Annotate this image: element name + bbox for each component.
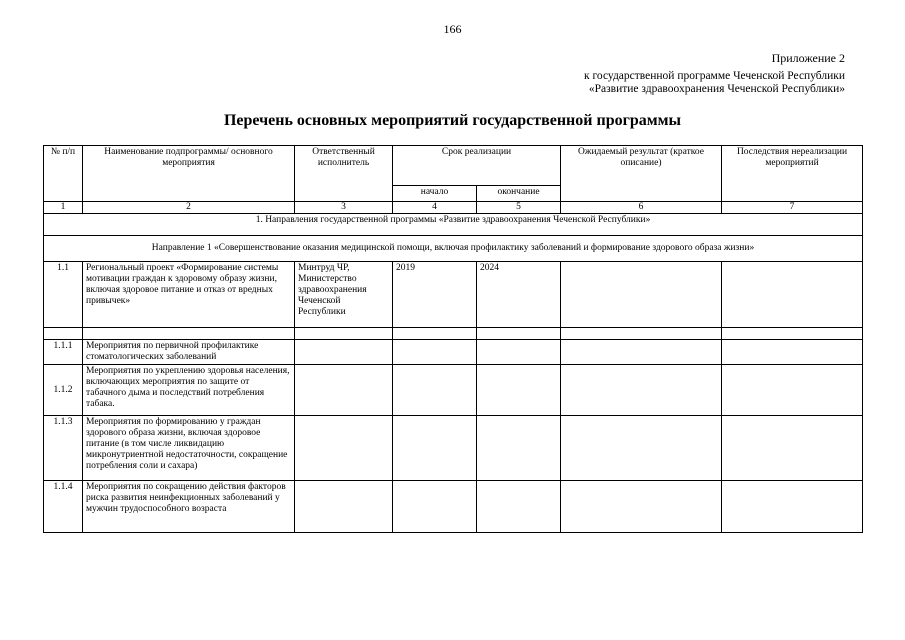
direction-row [44, 236, 863, 262]
row-consequences [722, 481, 863, 533]
row-consequences [722, 365, 863, 416]
row-name: Мероприятия по укреплению здоровья населения, включающих мероприятия по защите от табачного дыма и последствий потребления табака. [83, 365, 295, 416]
header-period: Срок реализации [393, 146, 561, 186]
row-responsible [295, 481, 393, 533]
header-result: Ожидаемый результат (краткое описание) [561, 146, 722, 202]
row-end [477, 481, 561, 533]
row-result [561, 365, 722, 416]
table-row [44, 365, 863, 416]
row-end [477, 365, 561, 416]
table-row [44, 416, 863, 481]
header-end: окончание [477, 186, 561, 202]
table-row [44, 340, 863, 365]
document-title: Перечень основных мероприятий государственной программы [223, 112, 682, 129]
row-end [477, 340, 561, 365]
row-number: 1.1.1 [44, 340, 83, 365]
column-number: 1 [44, 202, 83, 214]
row-responsible [295, 416, 393, 481]
row-number: 1.1.4 [44, 481, 83, 533]
column-number: 2 [83, 202, 295, 214]
row-name: Мероприятия по первичной профилактике стоматологических заболеваний [83, 340, 295, 365]
column-number: 7 [722, 202, 863, 214]
column-numbers-row [44, 202, 863, 214]
row-result [561, 416, 722, 481]
header-row [44, 146, 863, 186]
appendix-program-name: «Развитие здравоохранения Чеченской Республики» [588, 83, 845, 95]
section-title: 1. Направления государственной программы «Развитие здравоохранения Чеченской Республики» [44, 214, 863, 236]
row-start [393, 481, 477, 533]
row-responsible: Минтруд ЧР, Министерство здравоохранения Чеченской Республики [295, 262, 393, 328]
row-result [561, 262, 722, 328]
column-number: 5 [477, 202, 561, 214]
row-consequences [722, 340, 863, 365]
appendix-program-line: к государственной программе Чеченской Республики [584, 70, 845, 82]
column-number: 4 [393, 202, 477, 214]
row-responsible [295, 340, 393, 365]
row-start: 2019 [393, 262, 477, 328]
table-row [44, 262, 863, 328]
row-result [561, 340, 722, 365]
row-start [393, 365, 477, 416]
row-end [477, 416, 561, 481]
row-name: Региональный проект «Формирование системы мотивации граждан к здоровому образу жизни, включая здоровое питание и отказ от вредных привычек» [83, 262, 295, 328]
row-result [561, 481, 722, 533]
row-name: Мероприятия по формированию у граждан здорового образа жизни, включая здоровое питание (в том числе ликвидацию микронутриентной недостаточности, сокращение потребления соли и сахара) [83, 416, 295, 481]
row-number: 1.1.3 [44, 416, 83, 481]
row-end: 2024 [477, 262, 561, 328]
header-start: начало [393, 186, 477, 202]
row-responsible [295, 365, 393, 416]
header-name: Наименование подпрограммы/ основного мероприятия [83, 146, 295, 202]
section-row [44, 214, 863, 236]
row-name: Мероприятия по сокращению действия факторов риска развития неинфекционных заболеваний у мужчин трудоспособного возраста [83, 481, 295, 533]
row-number: 1.1 [44, 262, 83, 328]
header-responsible: Ответственный исполнитель [295, 146, 393, 202]
row-number: 1.1.2 [44, 365, 83, 416]
column-number: 3 [295, 202, 393, 214]
direction-title: Направление 1 «Совершенствование оказания медицинской помощи, включая профилактику заболеваний и формирование здорового образа жизни» [44, 236, 863, 262]
header-num: № п/п [44, 146, 83, 202]
row-start [393, 340, 477, 365]
table-row [44, 481, 863, 533]
appendix-title: Приложение 2 [771, 51, 845, 65]
header-consequences: Последствия нереализации мероприятий [722, 146, 863, 202]
row-consequences [722, 416, 863, 481]
spacer-row [44, 328, 863, 340]
row-start [393, 416, 477, 481]
row-consequences [722, 262, 863, 328]
column-number: 6 [561, 202, 722, 214]
activities-table [43, 145, 863, 533]
page-number: 166 [443, 22, 462, 36]
